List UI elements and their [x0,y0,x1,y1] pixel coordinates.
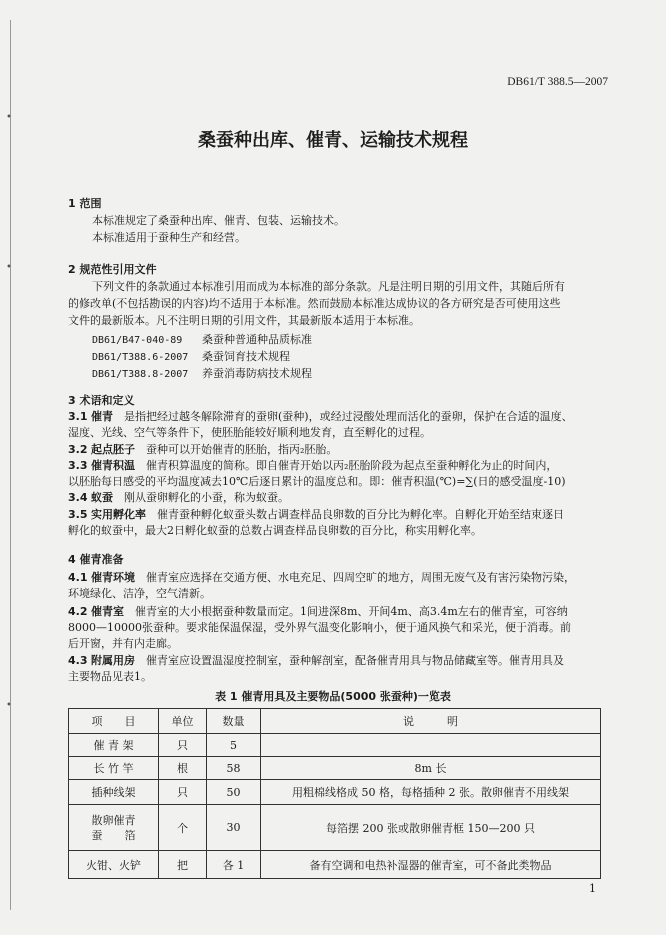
table-cell: 5 [207,734,261,757]
definition-3-5 [68,508,564,522]
definition-text: 蚕种可以开始催青的胚胎，指丙₂胚胎。 [146,443,338,456]
table-cell: 58 [207,757,261,780]
definition-3-4 [68,491,289,505]
reference-item [92,365,312,381]
section-heading-terms: 3 术语和定义 [68,394,135,407]
section-heading-references: 2 规范性引用文件 [68,263,157,276]
scan-edge-line [10,20,11,910]
table-cell: 个 [159,805,207,851]
term-label: 催青室 [91,605,124,618]
table-row [69,734,601,757]
clause-4-3 [68,654,564,668]
binding-mark: • [6,700,12,711]
term-label: 催青积温 [91,459,135,472]
table-cell: 8m 长 [261,757,601,780]
paragraph-line: 8000—10000张蚕种。要求能保温保湿，受外界气温变化影响小，便于通风换气和采光，便于消毒。前 [68,621,571,634]
standard-number: DB61/T 388.5—2007 [507,76,608,88]
table-cell: 把 [159,851,207,879]
reference-code: DB61/T388.6-2007 [92,352,189,363]
table-cell: 备有空调和电热补湿器的催青室，可不备此类物品 [261,851,601,879]
table-cell: 只 [159,734,207,757]
paragraph-line: 的修改单(不包括勘误的内容)均不适用于本标准。然而鼓励本标准达成协议的各方研究是否可使用这些 [68,297,561,310]
paragraph-line: 湿度、光线、空气等条件下，使胚胎能较好顺利地发育，直至孵化的过程。 [68,426,431,439]
table-header-row [69,709,601,734]
clause-text: 催青室的大小根据蚕种数量而定。1间进深8m、开间4m、高3.4m左右的催青室，可容纳 [135,605,568,618]
paragraph-line: 以胚胎每日感受的平均温度减去10℃后逐日累计的温度总和。即：催青积温(℃)=∑(日的感受温度-10) [68,475,566,488]
table-row [69,805,601,851]
equipment-table [68,708,601,879]
clause-number: 4.3 [68,654,88,667]
definition-3-3 [68,459,557,473]
reference-name: 桑蚕饲育技术规程 [202,350,290,363]
table-cell: 只 [159,780,207,805]
binding-mark: • [6,262,12,273]
term-label: 附属用房 [91,654,135,667]
reference-code: DB61/B47-040-89 [92,335,183,346]
clause-4-2 [68,605,568,619]
table-cell: 30 [207,805,261,851]
section-heading-preparation: 4 催青准备 [68,553,124,566]
definition-3-1 [68,410,573,424]
clause-number: 4.2 [68,605,88,618]
table-cell [261,734,601,757]
section-heading-scope: 1 范围 [68,197,102,210]
clause-number: 3.4 [68,491,88,504]
table-cell: 根 [159,757,207,780]
table-header-cell: 数量 [207,709,261,734]
table-header-cell: 单位 [159,709,207,734]
definition-text: 催青蚕种孵化蚁蚕头数占调查样品良卵数的百分比为孵化率。自孵化开始至结束逐日 [157,508,564,521]
binding-mark: • [6,112,12,123]
paragraph-line: 本标准适用于蚕种生产和经营。 [92,231,246,244]
reference-code: DB61/T388.8-2007 [92,369,189,380]
clause-number: 3.3 [68,459,88,472]
clause-text: 催青室应设置温湿度控制室，蚕种解剖室，配备催青用具与物品储藏室等。催青用具及 [146,654,564,667]
term-label: 催青 [91,410,113,423]
term-label: 催青环境 [91,571,135,584]
definition-text: 是指把经过越冬解除滞育的蚕卵(蚕种)，或经过浸酸处理而活化的蚕卵，保护在合适的温度、 [124,410,573,423]
clause-text: 催青室应选择在交通方便、水电充足、四周空旷的地方，周围无废气及有害污染物污染， [146,571,575,584]
table-row [69,780,601,805]
term-label: 起点胚子 [91,443,135,456]
paragraph-line: 本标准规定了桑蚕种出库、催青、包装、运输技术。 [92,214,345,227]
table-caption: 表 1 催青用具及主要物品(5000 张蚕种)一览表 [215,690,451,703]
clause-number: 3.1 [68,410,88,423]
table-cell: 催 青 架 [69,734,159,757]
reference-name: 养蚕消毒防病技术规程 [202,367,312,380]
page-number: 1 [589,882,596,895]
table-cell: 火钳、火铲 [69,851,159,879]
paragraph-line: 孵化的蚁蚕中，最大2日孵化蚁蚕的总数占调查样品良卵数的百分比，称实用孵化率。 [68,524,482,537]
paragraph-line: 后开窗，并有内走廊。 [68,637,178,650]
table-cell: 各 1 [207,851,261,879]
term-label: 实用孵化率 [91,508,146,521]
table-row [69,851,601,879]
clause-4-1 [68,571,575,585]
paragraph-line: 文件的最新版本。凡不注明日期的引用文件，其最新版本适用于本标准。 [68,314,420,327]
clause-number: 4.1 [68,571,88,584]
term-label: 蚁蚕 [91,491,113,504]
table-cell: 插种线架 [69,780,159,805]
clause-number: 3.5 [68,508,88,521]
clause-number: 3.2 [68,443,88,456]
reference-item [92,331,312,347]
paragraph-line: 环境绿化、洁净，空气清新。 [68,587,211,600]
table-header-cell: 说 明 [261,709,601,734]
table-header-cell: 项 目 [69,709,159,734]
paragraph-line: 下列文件的条款通过本标准引用而成为本标准的部分条款。凡是注明日期的引用文件，其随后所有 [92,280,565,293]
table-row [69,757,601,780]
table-cell: 散卵催青 蚕 箔 [69,805,159,851]
table-cell: 用粗棉线格成 50 格，每格插种 2 张。散卵催青不用线架 [261,780,601,805]
table-cell: 每箔摆 200 张或散卵催青框 150—200 只 [261,805,601,851]
reference-name: 桑蚕种普通种品质标准 [202,333,312,346]
definition-3-2 [68,443,337,457]
definition-text: 催青积算温度的简称。即自催青开始以丙₂胚胎阶段为起点至蚕种孵化为止的时间内， [146,459,558,472]
reference-item [92,348,290,364]
table-cell: 长 竹 竿 [69,757,159,780]
table-cell: 50 [207,780,261,805]
paragraph-line: 主要物品见表1。 [68,670,152,683]
definition-text: 刚从蚕卵孵化的小蚕，称为蚁蚕。 [124,491,289,504]
page-title: 桑蚕种出库、催青、运输技术规程 [198,130,468,151]
